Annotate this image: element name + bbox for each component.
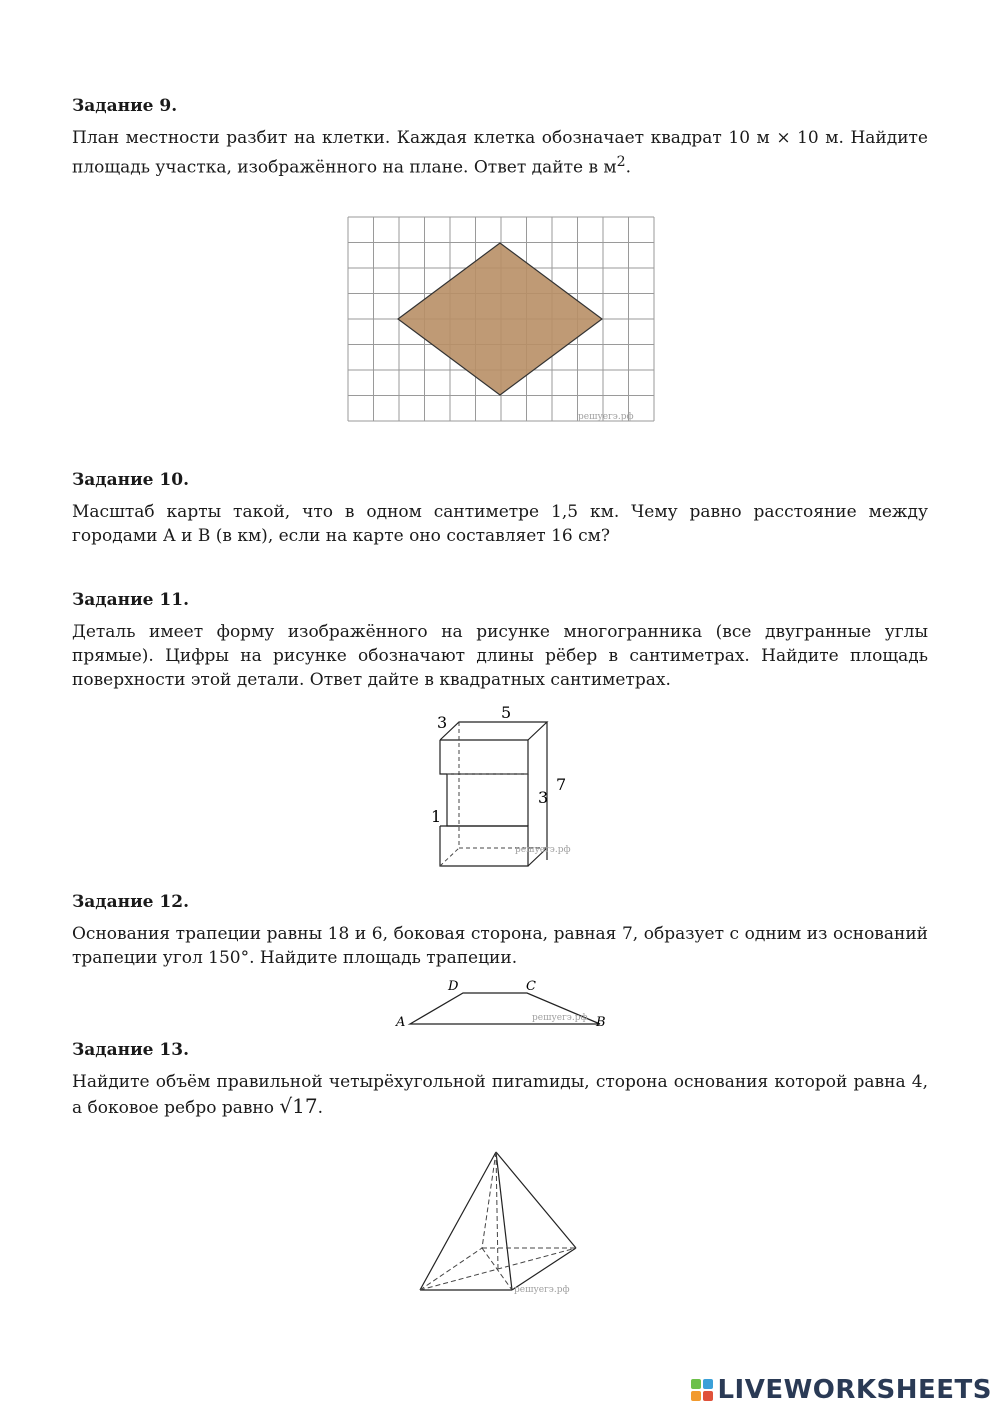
task-11-title: Задание 11. [72,590,189,610]
liveworksheets-brand[interactable] [691,1375,992,1405]
top-block-front [440,740,528,774]
task-12-watermark: решуегэ.рф [532,1013,588,1023]
rhombus-plot [398,243,602,395]
task-11-text: Деталь имеет форму изображённого на рисунке многогранника (все двугранные углы прямые). Цифры на рисунке обозначают длины рёбер в сантиметрах. Найдите площадь поверхности этой детали. Ответ дайте в квадратных сантиметрах. [72,622,928,690]
task-10-text: Масштаб карты такой, что в одном сантиметре 1,5 км. Чему равно расстояние между городами А и В (в км), если на карте оно составляет 16 см? [72,502,928,546]
task-9-text-end: . [625,157,632,178]
vertex-b: B [596,1015,606,1030]
pyramid-edge-back-right [496,1152,576,1248]
task-13-text [72,1070,928,1120]
task-11-polyhedron-figure [425,700,590,872]
task-12-text: Основания трапеции равны 18 и 6, боковая сторона, равная 7, образует с одним из оснований трапеции угол 150°. Найдите площадь трапеции. [72,924,928,968]
task-9-watermark: решуегэ.рф [578,412,634,422]
label-right-7: 7 [556,775,567,794]
task-13 [72,1040,928,1120]
task-12-title: Задание 12. [72,892,189,912]
task-9-superscript: 2 [616,154,626,170]
task-9-text-main: План местности разбит на клетки. Каждая клетка обозначает квадрат 10 м × 10 м. Найдите площадь участка, изображённого на плане. Ответ дайте в м [72,128,928,178]
vertex-c: C [526,979,536,994]
vertex-d: D [448,979,459,994]
label-top-5: 5 [501,703,512,722]
task-13-title: Задание 13. [72,1040,189,1060]
base-right-edge [512,1248,576,1290]
base-diagonal-hidden [420,1248,576,1290]
task-9-grid-figure [346,215,656,427]
task-10 [72,470,928,548]
task-10-title: Задание 10. [72,470,189,490]
task-13-watermark: решуегэ.рф [514,1285,570,1295]
label-left-1: 1 [431,807,442,826]
label-middle-3: 3 [538,788,549,807]
vertex-a: A [396,1015,406,1030]
task-11-watermark: решуегэ.рф [515,845,571,855]
task-12-trapezoid-figure [390,976,610,1032]
liveworksheets-logo-icon [691,1379,713,1401]
task-11 [72,590,928,692]
edge-back-left-hidden [482,1152,496,1248]
sqrt-17: √17 [279,1094,318,1118]
task-13-pyramid-figure [410,1148,590,1298]
task-13-text-end: . [317,1098,324,1118]
task-9 [72,96,928,180]
task-9-title: Задание 9. [72,96,178,116]
pyramid-edge-front-left [420,1152,496,1290]
label-left-3: 3 [437,713,448,732]
base-left-hidden [420,1248,482,1290]
task-12 [72,892,928,970]
top-block-top [440,722,547,740]
task-9-text [72,126,928,180]
brand-name: LIVEWORKSHEETS [717,1375,992,1405]
hidden-diagonal-edge [440,848,459,866]
task-13-text-main: Найдите объём правильной четырёхугольной пиramиды, сторона основания которой равна 4, а боковое ребро равно [72,1072,928,1118]
